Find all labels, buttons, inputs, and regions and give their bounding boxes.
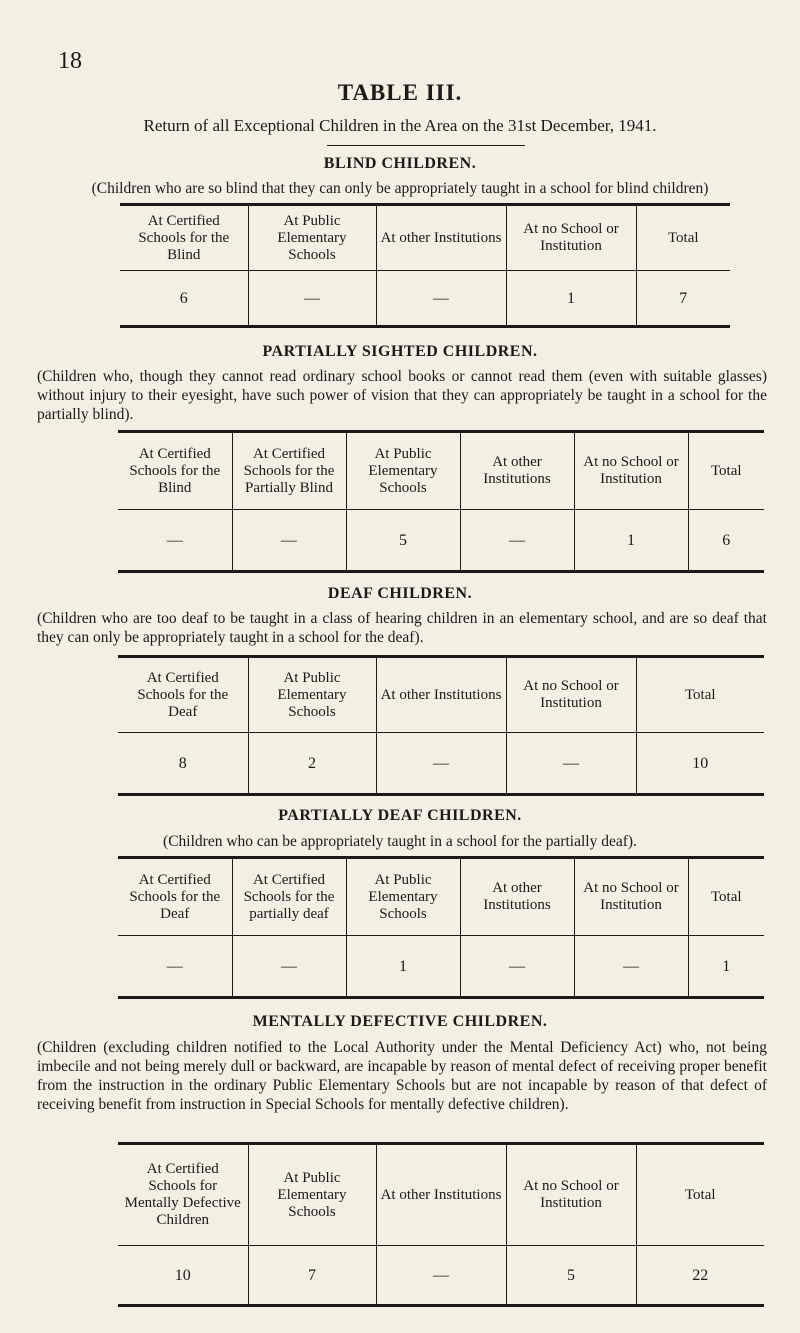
table-value-cell: 10 xyxy=(118,1246,248,1306)
table-value-cell: — xyxy=(460,510,574,572)
divider-rule xyxy=(327,145,525,146)
table-value-cell: — xyxy=(232,936,346,998)
table-value-cell: — xyxy=(506,733,636,795)
partially-sighted-description: (Children who, though they cannot read ordinary school books or cannot read them (even with suitable glasses) without injury to their eyesight, have such power of vision that they can appropriately be taught in a school for the partially blind). xyxy=(37,368,767,423)
table-value-cell: 1 xyxy=(574,510,688,572)
table-value-cell: 5 xyxy=(506,1246,636,1306)
blind-heading: BLIND CHILDREN. xyxy=(323,155,477,172)
partially-deaf-heading: PARTIALLY DEAF CHILDREN. xyxy=(278,807,522,824)
partially-deaf-table xyxy=(118,856,764,999)
table-header-cell: Total xyxy=(636,205,730,271)
deaf-description: (Children who are too deaf to be taught in a class of hearing children in an elementary school, and are so deaf that they can only be appropriately taught in a school for the deaf). xyxy=(37,610,767,646)
table-header-cell: At other Institutions xyxy=(460,432,574,510)
table-header-cell: At Certified Schools for the Partially Blind xyxy=(232,432,346,510)
table-header-cell: At no School or Institution xyxy=(574,858,688,936)
table-header-cell: At other Institutions xyxy=(376,1144,506,1246)
partially-sighted-heading: PARTIALLY SIGHTED CHILDREN. xyxy=(262,343,538,360)
table-header-cell: At Certified Schools for the Blind xyxy=(118,432,232,510)
table-header-cell: Total xyxy=(688,432,764,510)
mentally-defective-heading: MENTALLY DEFECTIVE CHILDREN. xyxy=(252,1013,548,1030)
blind-description: (Children who are so blind that they can only be appropriately taught in a school for blind children) xyxy=(91,180,709,197)
table-header-cell: Total xyxy=(688,858,764,936)
table-header-cell: At other Institutions xyxy=(376,205,506,271)
mentally-defective-description: (Children (excluding children notified to the Local Authority under the Mental Deficiency Act) who, not being imbecile and not being merely dull or backward, are incapable by reason of mental defect of receiving proper benefit from the instruction in the ordinary Public Elementary Schools but are not incapable by reason of that defect of receiving benefit from instruction in Special Schools for mentally defective children). xyxy=(37,1039,767,1113)
table-header-cell: At Certified Schools for the Deaf xyxy=(118,657,248,733)
deaf-table xyxy=(118,655,764,796)
table-value-cell: — xyxy=(376,1246,506,1306)
table-header-cell: At no School or Institution xyxy=(574,432,688,510)
table-header-cell: At no School or Institution xyxy=(506,205,636,271)
deaf-heading: DEAF CHILDREN. xyxy=(327,585,473,602)
table-value-cell: 2 xyxy=(248,733,376,795)
page-subtitle: Return of all Exceptional Children in the Area on the 31st December, 1941. xyxy=(143,116,657,135)
table-value-cell: 6 xyxy=(120,271,248,327)
table-header-cell: At Certified Schools for Mentally Defective Children xyxy=(118,1144,248,1246)
table-value-cell: 1 xyxy=(722,957,731,975)
table-header-cell: At Public Elementary Schools xyxy=(248,205,376,271)
table-header-cell: Total xyxy=(636,657,764,733)
table-header-cell: At no School or Institution xyxy=(506,1144,636,1246)
table-value-cell: — xyxy=(376,271,506,327)
page-title: TABLE III. xyxy=(337,80,463,105)
table-header-cell: At other Institutions xyxy=(460,858,574,936)
table-value-cell: — xyxy=(248,271,376,327)
table-value-cell: 6 xyxy=(722,531,731,549)
table-value-cell: 1 xyxy=(506,271,636,327)
blind-table xyxy=(120,203,730,328)
page-number: 18 xyxy=(58,48,82,74)
partially-sighted-table xyxy=(118,430,764,573)
table-header-cell: At Certified Schools for the Blind xyxy=(120,205,248,271)
table-value-cell: — xyxy=(574,936,688,998)
table-value-cell: 7 xyxy=(679,289,688,307)
table-value-cell: — xyxy=(460,936,574,998)
table-value-cell: — xyxy=(232,510,346,572)
table-value-cell: 5 xyxy=(346,510,460,572)
table-value-cell: 7 xyxy=(248,1246,376,1306)
table-header-cell: At Public Elementary Schools xyxy=(248,1144,376,1246)
table-value-cell: 22 xyxy=(692,1266,709,1284)
table-value-cell: — xyxy=(118,936,232,998)
mentally-defective-table xyxy=(118,1142,764,1307)
table-header-cell: Total xyxy=(636,1144,764,1246)
table-header-cell: At Certified Schools for the partially deaf xyxy=(232,858,346,936)
partially-deaf-description: (Children who can be appropriately taught in a school for the partially deaf). xyxy=(163,833,637,850)
table-value-cell: 10 xyxy=(692,754,709,772)
table-value-cell: 8 xyxy=(118,733,248,795)
table-header-cell: At Public Elementary Schools xyxy=(346,858,460,936)
table-value-cell: — xyxy=(376,733,506,795)
table-value-cell: 1 xyxy=(346,936,460,998)
table-header-cell: At no School or Institution xyxy=(506,657,636,733)
table-header-cell: At Certified Schools for the Deaf xyxy=(118,858,232,936)
table-header-cell: At Public Elementary Schools xyxy=(248,657,376,733)
table-header-cell: At other Institutions xyxy=(376,657,506,733)
table-value-cell: — xyxy=(118,510,232,572)
table-header-cell: At Public Elementary Schools xyxy=(346,432,460,510)
